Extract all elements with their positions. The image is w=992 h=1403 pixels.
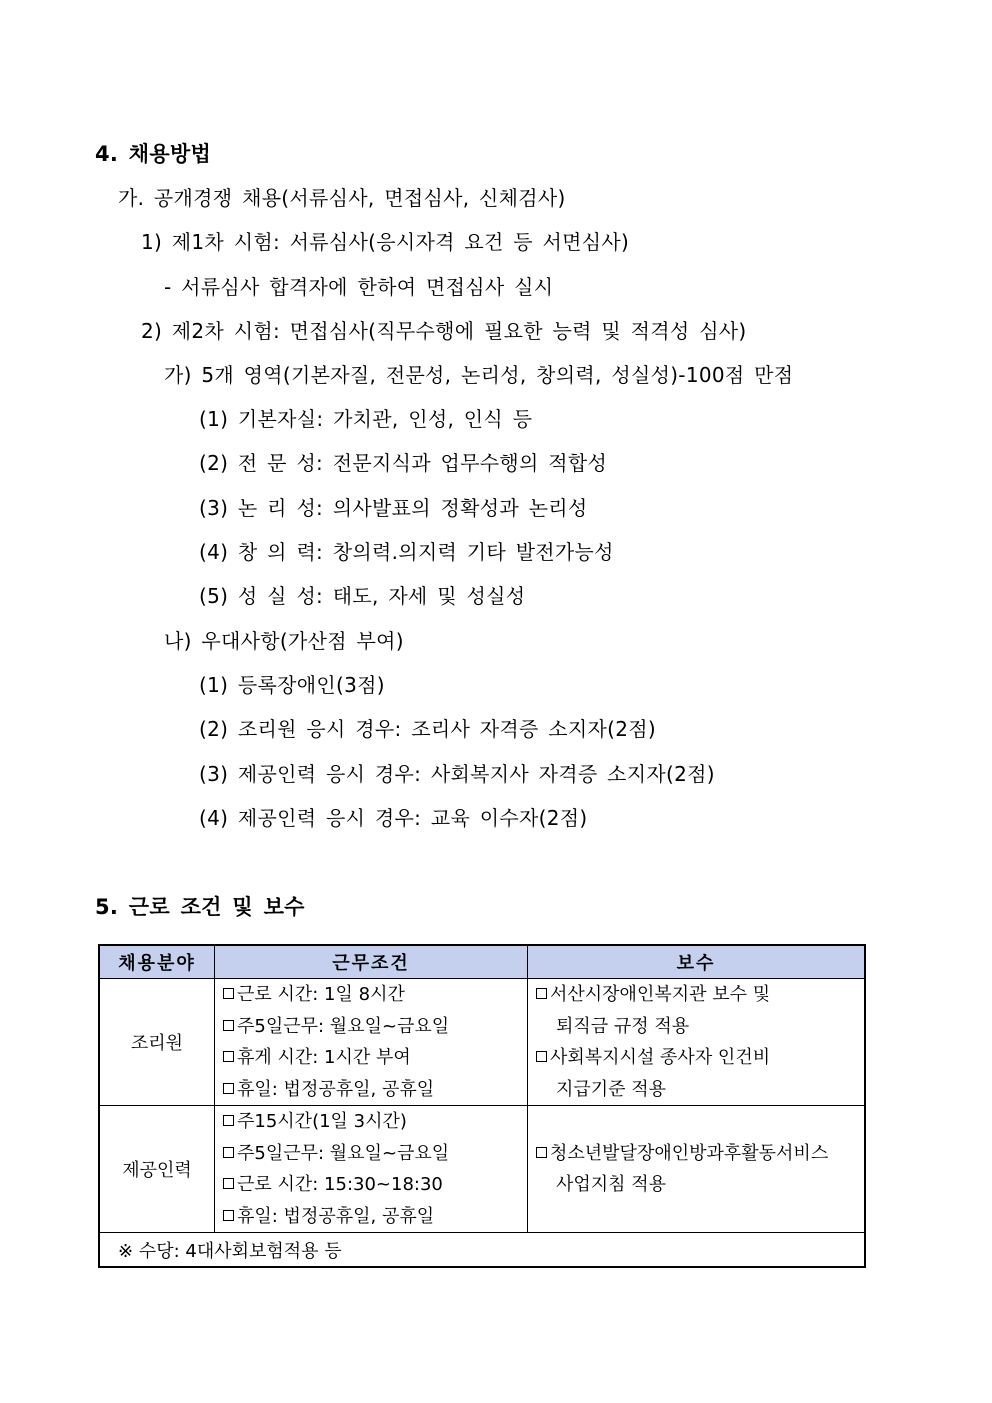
checkbox-bullet-icon bbox=[223, 1020, 234, 1031]
checkbox-bullet-icon bbox=[536, 988, 547, 999]
bonus-item: (4) 제공인력 응시 경우: 교육 이수자(2점) bbox=[199, 806, 588, 830]
table-row bbox=[99, 979, 865, 1106]
condition-text: 근로 시간: 1일 8시간 bbox=[237, 984, 405, 1005]
bonus-item: (1) 등록장애인(3점) bbox=[199, 673, 385, 697]
pay-text: 서산시장애인복지관 보수 및 bbox=[550, 984, 771, 1005]
condition-text: 주5일근무: 월요일~금요일 bbox=[237, 1015, 450, 1037]
bonus-item: (2) 조리원 응시 경우: 조리사 자격증 소지자(2점) bbox=[199, 717, 656, 741]
table-row bbox=[99, 1106, 865, 1233]
item-ga: 가. 공개경쟁 채용(서류심사, 면접심사, 신체검사) bbox=[118, 186, 566, 210]
header-conditions: 근무조건 bbox=[215, 945, 528, 979]
checkbox-bullet-icon bbox=[223, 1210, 234, 1221]
header-category: 채용분야 bbox=[99, 945, 215, 979]
header-pay: 보수 bbox=[528, 945, 866, 979]
table-note-row bbox=[99, 1233, 865, 1268]
condition-text: 휴일: 법정공휴일, 공휴일 bbox=[237, 1205, 435, 1227]
table-header-row bbox=[99, 945, 865, 979]
item-2: 2) 제2차 시험: 면접심사(직무수행에 필요한 능력 및 적격성 심사) bbox=[141, 319, 747, 343]
bonus-item: (3) 제공인력 응시 경우: 사회복지사 자격증 소지자(2점) bbox=[199, 762, 715, 786]
pay-text: 청소년발달장애인방과후활동서비스 bbox=[550, 1142, 829, 1164]
conditions-cell bbox=[215, 979, 528, 1106]
category-cell: 제공인력 bbox=[99, 1106, 215, 1233]
item-2-na: 나) 우대사항(가산점 부여) bbox=[164, 629, 404, 653]
item-1-note: - 서류심사 합격자에 한하여 면접심사 실시 bbox=[164, 275, 554, 299]
checkbox-bullet-icon bbox=[536, 1051, 547, 1062]
pay-text: 사회복지시설 종사자 인건비 bbox=[550, 1047, 771, 1068]
work-conditions-table bbox=[98, 944, 866, 1268]
checkbox-bullet-icon bbox=[223, 988, 234, 999]
checkbox-bullet-icon bbox=[223, 1115, 234, 1126]
pay-cell bbox=[528, 1106, 866, 1233]
category-cell: 조리원 bbox=[99, 979, 215, 1106]
area-item: (3) 논 리 성: 의사발표의 정확성과 논리성 bbox=[199, 496, 588, 520]
condition-text: 휴일: 법정공휴일, 공휴일 bbox=[237, 1078, 435, 1100]
condition-text: 휴게 시간: 1시간 부여 bbox=[237, 1047, 411, 1068]
table-note: ※ 수당: 4대사회보험적용 등 bbox=[99, 1233, 865, 1268]
checkbox-bullet-icon bbox=[223, 1147, 234, 1158]
pay-text: 사업지침 적용 bbox=[556, 1174, 667, 1195]
checkbox-bullet-icon bbox=[223, 1083, 234, 1094]
conditions-cell bbox=[215, 1106, 528, 1233]
pay-text: 퇴직금 규정 적용 bbox=[556, 1015, 690, 1037]
section-4-title: 4. 채용방법 bbox=[95, 142, 212, 166]
checkbox-bullet-icon bbox=[536, 1147, 547, 1158]
checkbox-bullet-icon bbox=[223, 1051, 234, 1062]
checkbox-bullet-icon bbox=[223, 1178, 234, 1189]
condition-text: 주15시간(1일 3시간) bbox=[237, 1111, 407, 1132]
area-item: (5) 성 실 성: 태도, 자세 및 성실성 bbox=[199, 584, 526, 608]
item-1: 1) 제1차 시험: 서류심사(응시자격 요건 등 서면심사) bbox=[141, 230, 630, 254]
pay-text: 지급기준 적용 bbox=[556, 1078, 667, 1100]
area-item: (1) 기본자실: 가치관, 인성, 인식 등 bbox=[199, 407, 533, 431]
item-2-ga: 가) 5개 영역(기본자질, 전문성, 논리성, 창의력, 성실성)-100점 만점 bbox=[164, 363, 794, 387]
area-item: (4) 창 의 력: 창의력.의지력 기타 발전가능성 bbox=[199, 540, 614, 564]
section-5-title: 5. 근로 조건 및 보수 bbox=[95, 895, 305, 919]
condition-text: 근로 시간: 15:30~18:30 bbox=[237, 1174, 443, 1195]
pay-cell bbox=[528, 979, 866, 1106]
condition-text: 주5일근무: 월요일~금요일 bbox=[237, 1142, 450, 1164]
area-item: (2) 전 문 성: 전문지식과 업무수행의 적합성 bbox=[199, 451, 608, 475]
